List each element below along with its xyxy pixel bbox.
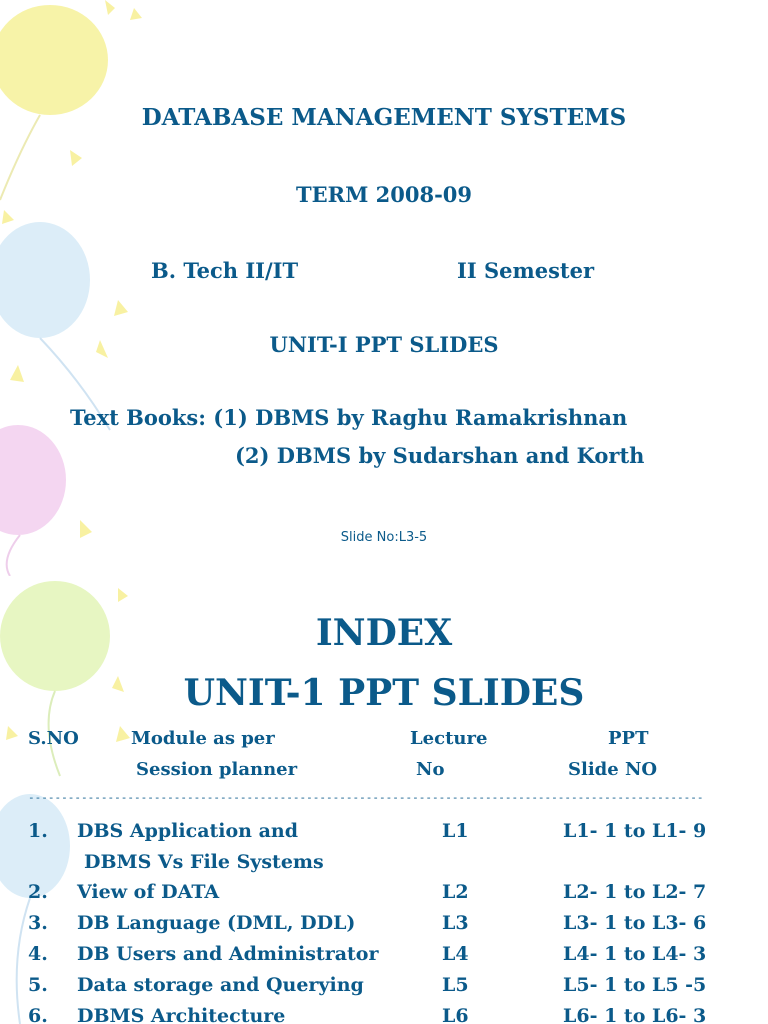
row-sno: 5. <box>28 974 48 996</box>
term: TERM 2008-09 <box>295 182 473 207</box>
row-slides: L3- 1 to L3- 6 <box>563 912 707 934</box>
row-module-cont: DBMS Vs File Systems <box>84 851 324 873</box>
row-lecture: L6 <box>442 1005 469 1024</box>
row-slides: L4- 1 to L4- 3 <box>563 943 707 965</box>
row-module: DBMS Architecture <box>77 1005 286 1024</box>
row-slides: L1- 1 to L1- 9 <box>563 820 707 842</box>
semester: II Semester <box>457 258 595 283</box>
row-lecture: L3 <box>442 912 469 934</box>
header-module-2: Session planner <box>136 759 298 780</box>
divider: ------------------------------------------------------------------------------------------------------ <box>28 791 704 804</box>
row-lecture: L4 <box>442 943 469 965</box>
page-title: DATABASE MANAGEMENT SYSTEMS <box>141 104 627 131</box>
header-lecture-2: No <box>416 759 445 780</box>
index-slide <box>0 576 768 1024</box>
row-slides: L5- 1 to L5 -5 <box>563 974 707 996</box>
header-module: Module as per <box>131 728 275 749</box>
row-sno: 3. <box>28 912 48 934</box>
unit-label: UNIT-I PPT SLIDES <box>269 332 499 357</box>
header-ppt: PPT <box>608 728 649 749</box>
row-module: View of DATA <box>77 881 220 903</box>
row-lecture: L1 <box>442 820 469 842</box>
row-module: DB Language (DML, DDL) <box>77 912 356 934</box>
row-sno: 2. <box>28 881 48 903</box>
row-sno: 6. <box>28 1005 48 1024</box>
balloon-decoration-icon <box>0 0 150 576</box>
text-books-1: Text Books: (1) DBMS by Raghu Ramakrishnan <box>70 405 628 430</box>
header-lecture: Lecture <box>410 728 488 749</box>
index-subheading: UNIT-1 PPT SLIDES <box>183 672 585 714</box>
row-sno: 4. <box>28 943 48 965</box>
header-ppt-2: Slide NO <box>568 759 658 780</box>
slide-number: Slide No:L3-5 <box>340 530 428 545</box>
index-heading: INDEX <box>315 612 453 654</box>
row-module: Data storage and Querying <box>77 974 364 996</box>
program: B. Tech II/IT <box>151 258 299 283</box>
header-sno: S.NO <box>28 728 79 749</box>
row-slides: L6- 1 to L6- 3 <box>563 1005 707 1024</box>
row-module: DB Users and Administrator <box>77 943 379 965</box>
row-lecture: L2 <box>442 881 469 903</box>
row-slides: L2- 1 to L2- 7 <box>563 881 707 903</box>
row-lecture: L5 <box>442 974 469 996</box>
text-books-2: (2) DBMS by Sudarshan and Korth <box>235 443 645 468</box>
row-sno: 1. <box>28 820 48 842</box>
row-module: DBS Application and <box>77 820 299 842</box>
